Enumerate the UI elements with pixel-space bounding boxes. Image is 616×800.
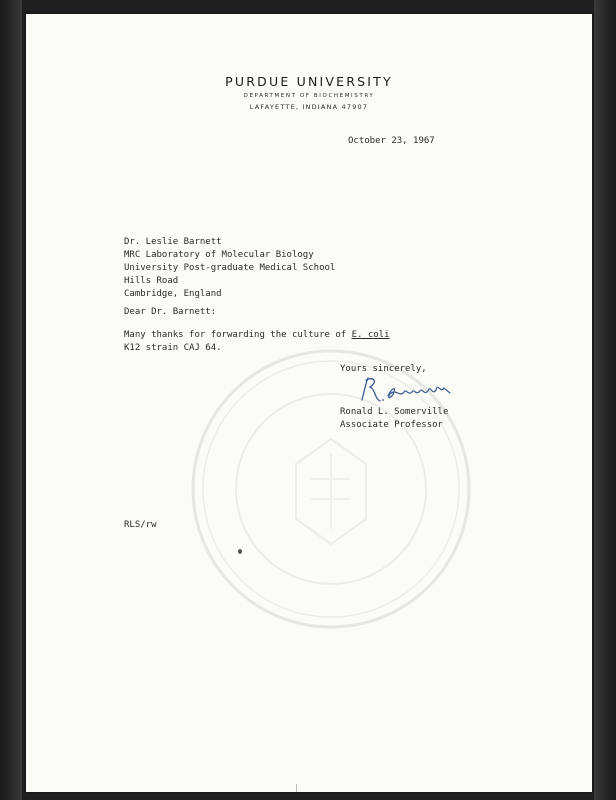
salutation: Dear Dr. Barnett: [124,307,217,317]
recipient-line: Hills Road [124,276,179,286]
closing: Yours sincerely, [340,364,427,374]
recipient-line: MRC Laboratory of Molecular Biology [124,250,314,260]
recipient-line: Dr. Leslie Barnett [124,237,222,247]
reference-initials: RLS/rw [124,520,157,530]
body-line-2: K12 strain CAJ 64. [124,343,222,353]
letterhead-address: LAFAYETTE, INDIANA 47907 [249,103,369,111]
paper-speck [238,549,242,554]
scan-edge-left [0,0,22,800]
body-line-1 [124,330,390,340]
recipient-line: Cambridge, England [124,289,222,299]
scan-edge-right [594,0,616,800]
letter-page [26,14,592,792]
body-text: Many thanks for forwarding the culture of [124,330,352,340]
organism-name: E. coli [351,330,390,340]
signatory-name: Ronald L. Somerville [340,407,449,417]
recipient-line: University Post-graduate Medical School [124,263,336,273]
paper-hairline [296,784,297,792]
letterhead-department: DEPARTMENT OF BIOCHEMISTRY [243,93,375,99]
letter-date: October 23, 1967 [348,136,435,146]
signatory-title: Associate Professor [340,420,443,430]
handwritten-signature [356,374,456,406]
letterhead-institution: PURDUE UNIVERSITY [225,74,393,89]
